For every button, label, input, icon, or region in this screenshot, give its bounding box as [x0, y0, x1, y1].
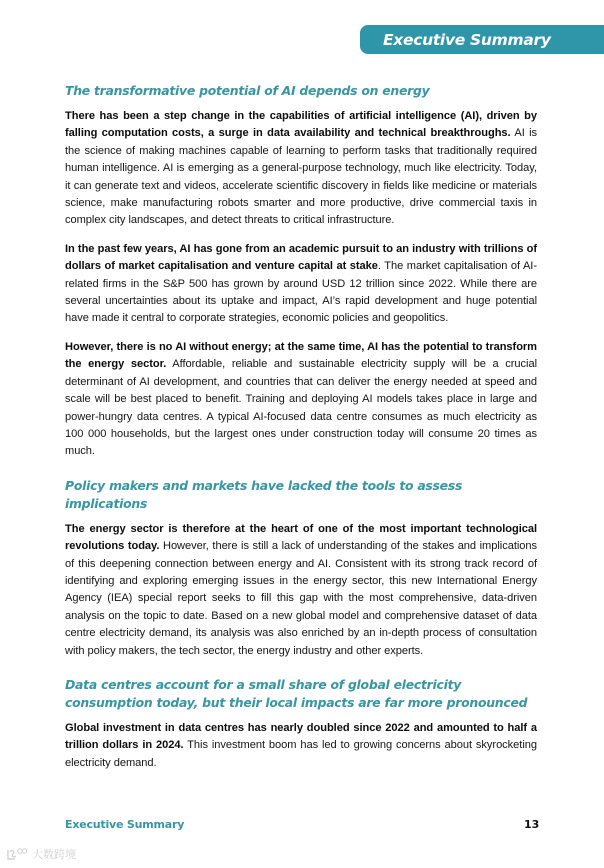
- paragraph: [65, 720, 537, 772]
- paragraph: [65, 241, 537, 328]
- paragraph-lead: Global investment in data centres has nearly doubled since 2022 and amounted to half a trillion dollars in 2024.: [65, 721, 537, 752]
- paragraph: [65, 339, 537, 461]
- watermark-logo-icon: [6, 847, 28, 861]
- paragraph: [65, 521, 537, 660]
- main-content: [65, 82, 537, 783]
- paragraph-body: However, there is still a lack of understanding of the stakes and implications of this deepening connection between energy and AI. Consistent with its strong track record of identifying and exploring emerging issues in the energy sector, this new International Energy Agency (IEA) special report seeks to fill this gap with the most comprehensive, data-driven analysis on the topic to date. Based on a new global model and comprehensive dataset of data centre electricity demand, its analysis was also enriched by an in-depth process of consultation with policy makers, the tech sector, the energy industry and other experts.: [65, 540, 537, 657]
- section-title-transformative-potential: The transformative potential of AI depends on energy: [65, 83, 430, 98]
- footer-page-number: 13: [524, 818, 540, 831]
- paragraph-lead: However, there is no AI without energy; at the same time, AI has the potential to transform the energy sector.: [65, 340, 537, 371]
- paragraph-lead: There has been a step change in the capabilities of artificial intelligence (AI), driven by falling computation costs, a surge in data availability and technical breakthroughs.: [65, 110, 537, 140]
- paragraph-body: This investment boom has led to growing concerns about skyrocketing electricity demand.: [65, 739, 537, 769]
- header-tab-label: Executive Summary: [383, 30, 551, 49]
- paragraph-body: AI is the science of making machines capable of learning to perform tasks that traditionally required human intelligence. AI is emerging as a general-purpose technology, much like electricity. Today, it can generate text and videos, accelerate scientific discovery in fields like medicine or materials science, make manufacturing robots smarter and more productive, drive commercial taxis in complex city landscapes, and detect threats to critical infrastructure.: [65, 127, 538, 227]
- paragraph-body: Affordable, reliable and sustainable electricity supply will be a crucial determinant of AI development, and countries that can deliver the energy needed at speed and scale will be best placed to benefit. Training and deploying AI models takes place in large and power-hungry data centres. A typical AI-focused data centre consumes as much electricity as 100 000 households, but the largest ones under construction today will consume 20 times as much.: [65, 358, 538, 458]
- watermark-text: 大数跨境: [32, 848, 76, 861]
- watermark: [6, 846, 76, 862]
- paragraph: [65, 108, 537, 230]
- section-title-data-centres: Data centres account for a small share of global electricity consumption today, but their local impacts are far more pronounced: [65, 676, 528, 710]
- footer-section-label: Executive Summary: [65, 818, 185, 831]
- paragraph-lead: The energy sector is therefore at the heart of one of the most important technological revolutions today.: [65, 522, 537, 553]
- section-title-policy-makers: Policy makers and markets have lacked the tools to assess implications: [65, 477, 463, 511]
- paragraph-lead: In the past few years, AI has gone from an academic pursuit to an industry with trillions of dollars of market capitalisation and venture capital at stake: [65, 242, 537, 273]
- header-section-tab: [360, 25, 604, 54]
- paragraph-body: . The market capitalisation of AI-related firms in the S&P 500 has grown by around USD 12 trillion since 2022. While there are several uncertainties about its uptake and impact, AI’s rapid development and huge potential have made it central to corporate strategies, economic policies and geopolitics.: [65, 260, 537, 325]
